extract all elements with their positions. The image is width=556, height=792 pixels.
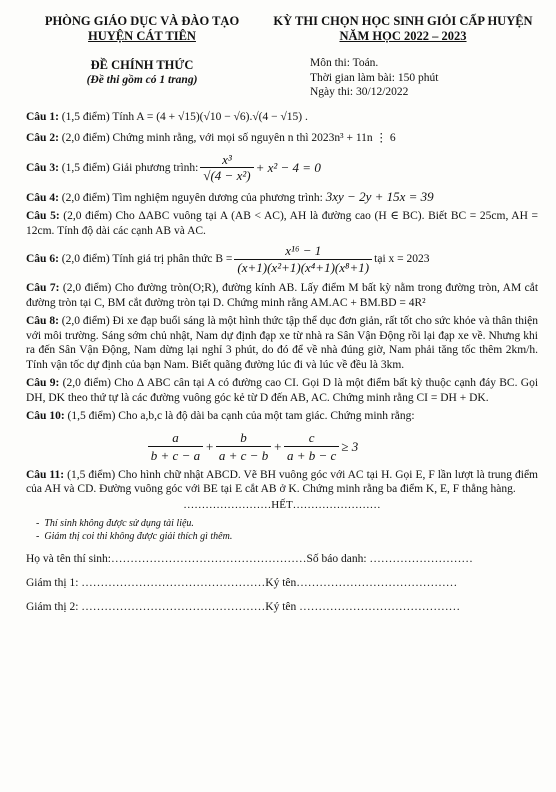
- question-8: [26, 314, 538, 372]
- q3-tail: + x² − 4 = 0: [255, 159, 321, 175]
- question-6: [26, 244, 538, 275]
- q3-fraction: [200, 153, 253, 184]
- question-text: (2,0 điểm) Cho ΔABC vuông tại A (AB < AC), AH là đường cao (H ∈ BC). Biết BC = 25cm, AH = 12cm. Tính độ dài các cạnh AB và AC.: [26, 210, 539, 237]
- exam-line2: NĂM HỌC 2022 – 2023: [339, 29, 467, 43]
- dept-line2: HUYỆN CÁT TIÊN: [88, 29, 196, 43]
- q6-tail: tại x = 2023: [374, 253, 430, 266]
- q6-denominator: (x+1)(x²+1)(x⁴+1)(x⁸+1): [234, 259, 372, 276]
- q10-term-1: [148, 430, 203, 464]
- dept-line1: PHÒNG GIÁO DỤC VÀ ĐÀO TẠO: [44, 14, 240, 28]
- header: [26, 14, 538, 100]
- question-list: [26, 110, 538, 497]
- question-11: [26, 468, 538, 497]
- question-1: [26, 110, 538, 125]
- q10-term-3-den: a + b − c: [284, 446, 339, 464]
- q10-term-1-num: a: [172, 429, 179, 445]
- question-text: (2,0 điểm) Đi xe đạp buổi sáng là một hình thức tập thể dục đơn giản, rất tốt cho sức khỏe và thân thiện với môi trường. Sáng sớm chủ nhật, Nam dự định đạp xe từ nhà ra Sân Vận Động rồi lại đạp xe về. Nhưng khi ra đến Sân Vận Động, Nam dừng lại nghỉ 3 phút, do đó để về nhà đúng giờ, Nam phải tăng tốc thêm 2km/h. Tính vận tốc dự định của bạn Nam. Biết quãng đường lúc đi và lúc về đều là 3km.: [26, 315, 539, 371]
- note-text: Thí sinh không được sử dụng tài liệu.: [44, 517, 194, 529]
- exam-block: [268, 14, 538, 100]
- question-text: (2,0 điểm) Tính giá trị phân thức B =: [61, 253, 233, 266]
- end-mark: ……………………HẾT……………………: [183, 498, 381, 511]
- q4-equation: 3xy − 2y + 15x = 39: [325, 188, 434, 204]
- question-text: (1,5 điểm) Giải phương trình:: [61, 161, 199, 174]
- q10-term-3: [284, 430, 339, 464]
- question-label: Câu 4:: [26, 191, 59, 204]
- note-2: - Giám thị coi thi không được giải thích gì thêm.: [36, 530, 233, 542]
- note-1: - Thí sinh không được sử dụng tài liệu.: [36, 517, 194, 529]
- notes: [26, 517, 538, 543]
- question-5: [26, 209, 538, 238]
- candidate-name-line: Họ và tên thí sinh:……………………………………………Số báo danh: ………………………: [26, 552, 473, 565]
- question-label: Câu 10:: [26, 410, 65, 422]
- q10-term-2-num: b: [240, 429, 247, 445]
- question-text: (1,5 điểm) Tính A = (4 + √15)(√10 − √6).√(4 − √15) .: [61, 110, 308, 123]
- exam-date: Ngày thi: 30/12/2022: [310, 86, 409, 98]
- q3-denominator: √(4 − x²): [200, 167, 253, 184]
- exam-meta: [268, 56, 538, 100]
- question-label: Câu 8:: [26, 315, 59, 327]
- signature-block: [26, 551, 538, 615]
- exam-line1: KỲ THI CHỌN HỌC SINH GIỎI CẤP HUYỆN: [273, 14, 533, 28]
- q10-rhs: ≥ 3: [341, 438, 359, 454]
- q6-fraction: [234, 244, 372, 275]
- question-text: (1,5 điểm) Cho hình chữ nhật ABCD. Vẽ BH vuông góc với AC tại H. Gọi E, F lần lượt là trung điểm của AH và CD. Đường vuông góc với BE tại E cắt AB ở K. Chứng minh rằng ba điểm K, E, F thẳng hàng.: [26, 468, 539, 495]
- question-label: Câu 7:: [26, 282, 60, 294]
- question-9: [26, 376, 538, 405]
- question-text: (1,5 điểm) Cho a,b,c là độ dài ba cạnh của một tam giác. Chứng minh rằng:: [67, 410, 415, 422]
- subject: Môn thi: Toán.: [310, 57, 379, 69]
- question-4: [26, 190, 538, 206]
- q10-inequality: [26, 430, 538, 464]
- question-text: (2,0 điểm) Cho Δ ABC cân tại A có đường cao CI. Gọi D là một điểm bất kỳ thuộc cạnh đáy BC. Gọi DH, DK theo thứ tự là các đường vuông góc kẻ từ D đến AB, AC. Chứng minh rằng CI = DH + DK.: [26, 377, 539, 404]
- department-block: [26, 14, 258, 100]
- invigilator-1-line: Giám thị 1: …………………………………………Ký tên……………………………………: [26, 576, 458, 589]
- question-label: Câu 5:: [26, 210, 60, 222]
- note-text: Giám thị coi thi không được giải thích gì thêm.: [44, 530, 233, 542]
- question-label: Câu 2:: [26, 132, 59, 144]
- q10-term-3-num: c: [308, 429, 315, 445]
- question-3: [26, 153, 538, 184]
- question-label: Câu 3:: [26, 161, 59, 174]
- question-text: (2,0 điểm) Tìm nghiệm nguyên dương của phương trình:: [61, 191, 323, 204]
- question-label: Câu 11:: [26, 468, 65, 481]
- invigilator-2-line: Giám thị 2: …………………………………………Ký tên ……………………………………: [26, 600, 461, 613]
- q10-term-2: [216, 430, 271, 464]
- pages-note: (Đề thi gồm có 1 trang): [86, 74, 198, 86]
- question-label: Câu 1:: [26, 110, 59, 123]
- question-2: [26, 131, 538, 146]
- q10-term-1-den: b + c − a: [148, 446, 203, 464]
- question-text: (2,0 điểm) Cho đường tròn(O;R), đường kính AB. Lấy điểm M bất kỳ nằm trong đường tròn, AM cắt đường tròn tại C, BM cắt đường tròn tại D. Chứng minh rằng AM.AC + BM.BD = 4R²: [26, 282, 539, 309]
- plus-sign: +: [205, 438, 214, 454]
- q6-numerator: x¹⁶ − 1: [285, 243, 322, 258]
- question-text: (2,0 điểm) Chứng minh rằng, với mọi số nguyên n thì 2023n³ + 11n ⋮ 6: [61, 132, 396, 144]
- q3-numerator: x³: [222, 151, 232, 167]
- q10-term-2-den: a + c − b: [216, 446, 271, 464]
- plus-sign: +: [273, 438, 282, 454]
- question-label: Câu 9:: [26, 377, 60, 389]
- question-label: Câu 6:: [26, 253, 59, 266]
- question-7: [26, 281, 538, 310]
- duration: Thời gian làm bài: 150 phút: [310, 71, 439, 84]
- official-label: ĐỀ CHÍNH THỨC: [90, 58, 194, 72]
- question-10: [26, 409, 538, 424]
